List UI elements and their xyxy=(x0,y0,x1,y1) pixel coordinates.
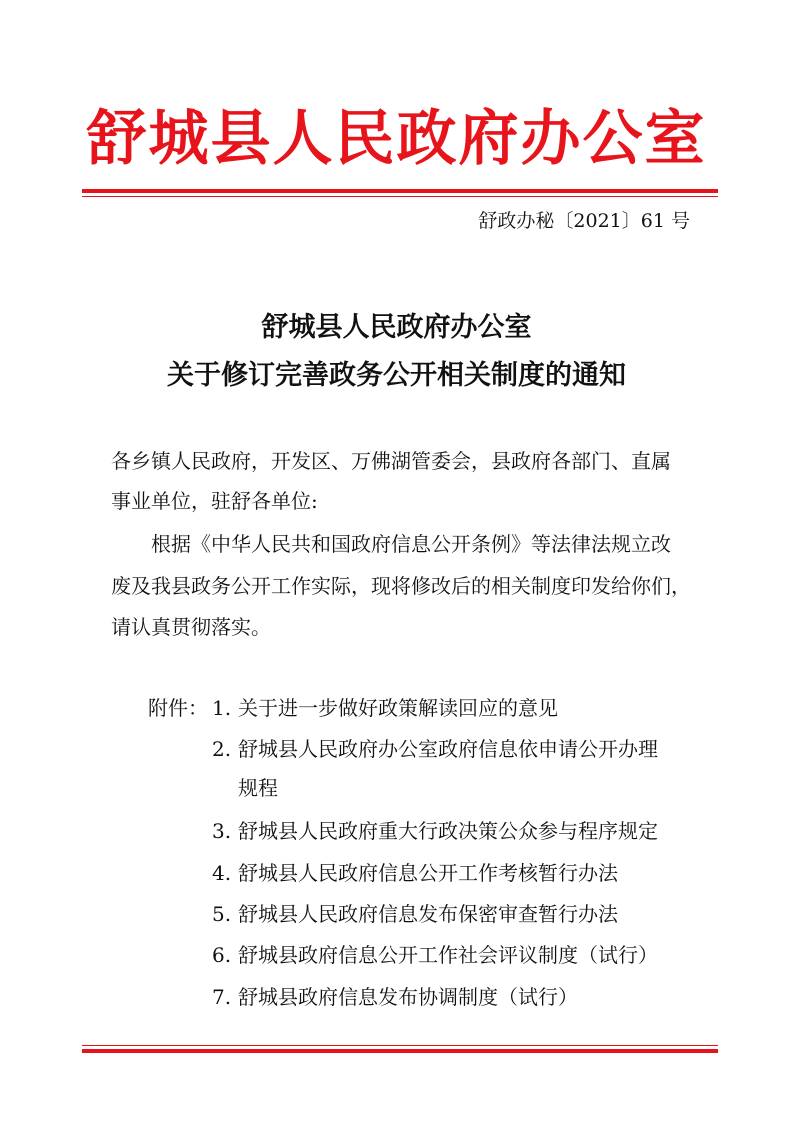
attachment-number: 1. xyxy=(212,696,232,720)
attachment-number: 4. xyxy=(212,861,232,885)
attachments-label: 附件： xyxy=(148,696,208,720)
attachment-number: 5. xyxy=(212,902,232,926)
attachment-number: 7. xyxy=(212,985,232,1009)
notice-title-line-1: 舒城县人民政府办公室 xyxy=(261,312,532,343)
document-number: 舒政办秘〔2021〕61 号 xyxy=(478,210,690,232)
recipients-line-2: 事业单位，驻舒各单位: xyxy=(111,489,318,513)
body-paragraph-line-2: 废及我县政务公开工作实际，现将修改后的相关制度印发给你们， xyxy=(111,574,691,598)
attachment-title: 舒城县人民政府信息公开工作考核暂行办法 xyxy=(238,861,618,885)
attachment-title: 舒城县人民政府信息发布保密审查暂行办法 xyxy=(238,902,618,926)
recipients-line-1: 各乡镇人民政府，开发区、万佛湖管委会，县政府各部门、直属 xyxy=(111,449,671,473)
attachment-number: 2. xyxy=(212,737,232,761)
attachment-number: 6. xyxy=(212,943,232,967)
attachment-title-continued: 规程 xyxy=(238,776,278,800)
attachment-number: 3. xyxy=(212,819,232,843)
masthead-rule-thick xyxy=(82,189,718,193)
masthead-rule-thin xyxy=(82,196,718,197)
body-paragraph-line-1: 根据《中华人民共和国政府信息公开条例》等法律法规立改 xyxy=(151,532,671,556)
attachment-title: 关于进一步做好政策解读回应的意见 xyxy=(238,696,558,720)
attachment-title: 舒城县人民政府重大行政决策公众参与程序规定 xyxy=(238,819,658,843)
body-paragraph-line-3: 请认真贯彻落实。 xyxy=(111,615,271,639)
notice-title-line-2: 关于修订完善政务公开相关制度的通知 xyxy=(167,360,626,391)
attachment-title: 舒城县人民政府办公室政府信息依申请公开办理 xyxy=(238,737,658,761)
footer-rule-thick xyxy=(82,1049,718,1053)
masthead-title: 舒城县人民政府办公室 xyxy=(86,104,707,174)
attachment-title: 舒城县政府信息公开工作社会评议制度（试行） xyxy=(238,943,658,967)
attachment-title: 舒城县政府信息发布协调制度（试行） xyxy=(238,985,578,1009)
footer-rule-thin xyxy=(82,1045,718,1046)
